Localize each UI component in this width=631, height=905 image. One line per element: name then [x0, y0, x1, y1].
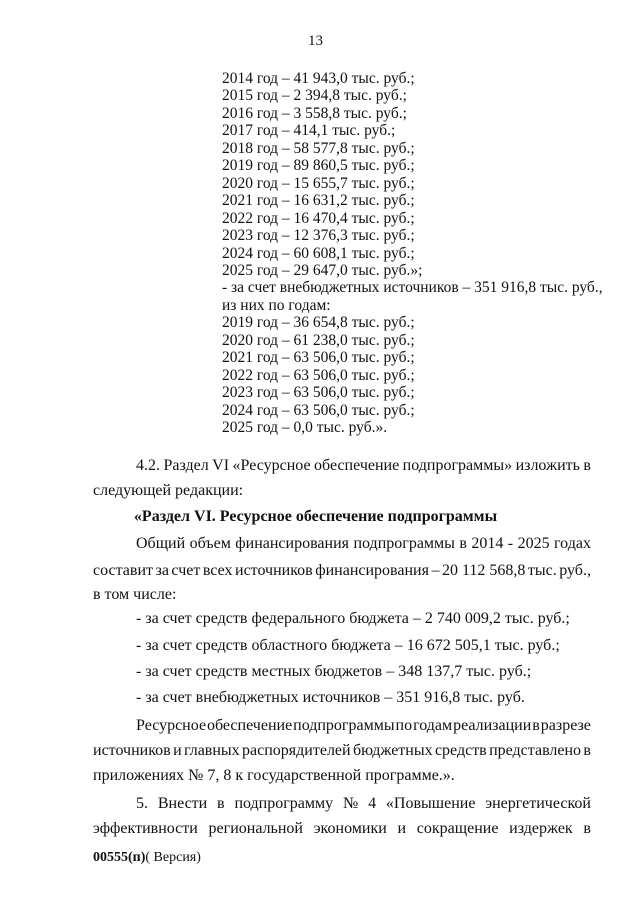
list-line: 2023 год – 12 376,3 тыс. руб.; [222, 227, 415, 245]
word: финансирования [235, 535, 350, 552]
document-code: 00555(п) [93, 850, 146, 865]
list-line: 2024 год – 63 506,0 тыс. руб.; [222, 401, 415, 419]
word: годам [413, 717, 453, 734]
para-resource-line-1 [136, 717, 591, 735]
para-5-line-1 [136, 795, 591, 813]
word: – [431, 562, 440, 579]
word: финансирования [315, 562, 429, 579]
word: эффективности [93, 820, 198, 837]
para-4-2-line-2: следующей редакции: [93, 482, 244, 499]
list-line: 2019 год – 36 654,8 тыс. руб.; [222, 314, 415, 332]
word: изложить [515, 457, 580, 474]
para-total-line-3: в том числе: [93, 586, 177, 603]
word: источников [235, 562, 313, 579]
word: обеспечение [207, 717, 293, 734]
word: № [342, 795, 359, 812]
word: 2025 [517, 535, 550, 552]
list-line: 2015 год – 2 394,8 тыс. руб.; [222, 87, 407, 105]
word: - [507, 535, 514, 552]
list-line: 2021 год – 63 506,0 тыс. руб.; [222, 349, 415, 367]
word: в [459, 535, 467, 552]
word: Ресурсное [136, 717, 207, 734]
word: бюджетных [352, 742, 433, 759]
item-regional: - за счет средств областного бюджета – 16 672 505,1 тыс. руб.; [136, 637, 560, 654]
word: в [583, 457, 591, 474]
list-line: 2018 год – 58 577,8 тыс. руб.; [222, 139, 415, 157]
list-line: 2022 год – 16 470,4 тыс. руб.; [222, 209, 415, 227]
word: подпрограммы [293, 717, 395, 734]
para-4-2-line-1 [136, 457, 591, 475]
word: в [217, 795, 225, 812]
word: энергетической [485, 795, 591, 812]
para-total-line-1 [136, 535, 591, 553]
word: 4 [368, 795, 377, 812]
word: источников [93, 742, 171, 759]
list-line: 2020 год – 15 655,7 тыс. руб.; [222, 174, 415, 192]
item-federal: - за счет средств федерального бюджета – 2 740 009,2 тыс. руб.; [136, 610, 570, 627]
list-line: - за счет внебюджетных источников – 351 916,8 тыс. руб., [222, 279, 603, 297]
word: в [583, 742, 591, 759]
page-number: 13 [308, 33, 323, 49]
word: распорядителей [242, 742, 351, 759]
list-line: 2019 год – 89 860,5 тыс. руб.; [222, 157, 415, 175]
word: в [583, 820, 591, 837]
word: разрезе [540, 717, 591, 734]
list-line: 2023 год – 63 506,0 тыс. руб.; [222, 384, 415, 402]
word: «Повышение [385, 795, 476, 812]
word: объем [189, 535, 231, 552]
word: 4.2. [136, 457, 160, 474]
word: средств [434, 742, 487, 759]
funding-by-year-list [222, 70, 603, 437]
section-heading: «Раздел VI. Ресурсное обеспечение подпрограммы [133, 508, 498, 525]
list-line: 2025 год – 29 647,0 тыс. руб.»; [222, 261, 423, 279]
word: подпрограмму [234, 795, 334, 812]
word: составит [93, 562, 153, 579]
word: Внести [157, 795, 208, 812]
para-resource-line-3: приложениях № 7, 8 к государственной программе.». [93, 767, 455, 784]
list-line: 2022 год – 63 506,0 тыс. руб.; [222, 366, 415, 384]
word: экономики [313, 820, 387, 837]
word: представлено [489, 742, 582, 759]
list-line: 2014 год – 41 943,0 тыс. руб.; [222, 70, 415, 87]
document-version: ( Версия) [145, 850, 201, 865]
word: тыс. [527, 562, 557, 579]
word: по [395, 717, 413, 734]
word: руб., [559, 562, 591, 579]
list-line: 2021 год – 16 631,2 тыс. руб.; [222, 192, 415, 210]
list-line: 2025 год – 0,0 тыс. руб.». [222, 419, 388, 437]
word: реализации [453, 717, 532, 734]
para-total-line-2 [93, 562, 591, 580]
word: в [532, 717, 540, 734]
list-line: из них по годам: [222, 296, 331, 314]
word: за [155, 562, 169, 579]
list-line: 2017 год – 414,1 тыс. руб.; [222, 122, 396, 140]
word: и [397, 820, 407, 837]
word: обеспечение [314, 457, 400, 474]
word: 2014 [471, 535, 504, 552]
para-resource-line-2 [93, 742, 591, 760]
document-footer [93, 850, 201, 866]
word: 20 112 568,8 [441, 562, 526, 579]
word: 5. [136, 795, 148, 812]
item-local: - за счет средств местных бюджетов – 348 137,7 тыс. руб.; [136, 663, 532, 680]
list-line: 2024 год – 60 608,1 тыс. руб.; [222, 244, 415, 262]
word: подпрограммы» [402, 457, 513, 474]
word: подпрограммы [353, 535, 455, 552]
list-line: 2016 год – 3 558,8 тыс. руб.; [222, 104, 407, 122]
word: сокращение [416, 820, 499, 837]
word: «Ресурсное [232, 457, 311, 474]
word: и [173, 742, 182, 759]
word: счет [171, 562, 201, 579]
word: главных [183, 742, 240, 759]
item-extrabudgetary: - за счет внебюджетных источников – 351 916,8 тыс. руб. [136, 689, 525, 706]
word: годах [554, 535, 591, 552]
word: Общий [136, 535, 186, 552]
word: VI [212, 457, 230, 474]
word: региональной [208, 820, 303, 837]
list-line: 2020 год – 61 238,0 тыс. руб.; [222, 331, 415, 349]
para-5-line-2 [93, 820, 591, 838]
word: Раздел [163, 457, 209, 474]
word: всех [202, 562, 233, 579]
word: издержек [509, 820, 573, 837]
